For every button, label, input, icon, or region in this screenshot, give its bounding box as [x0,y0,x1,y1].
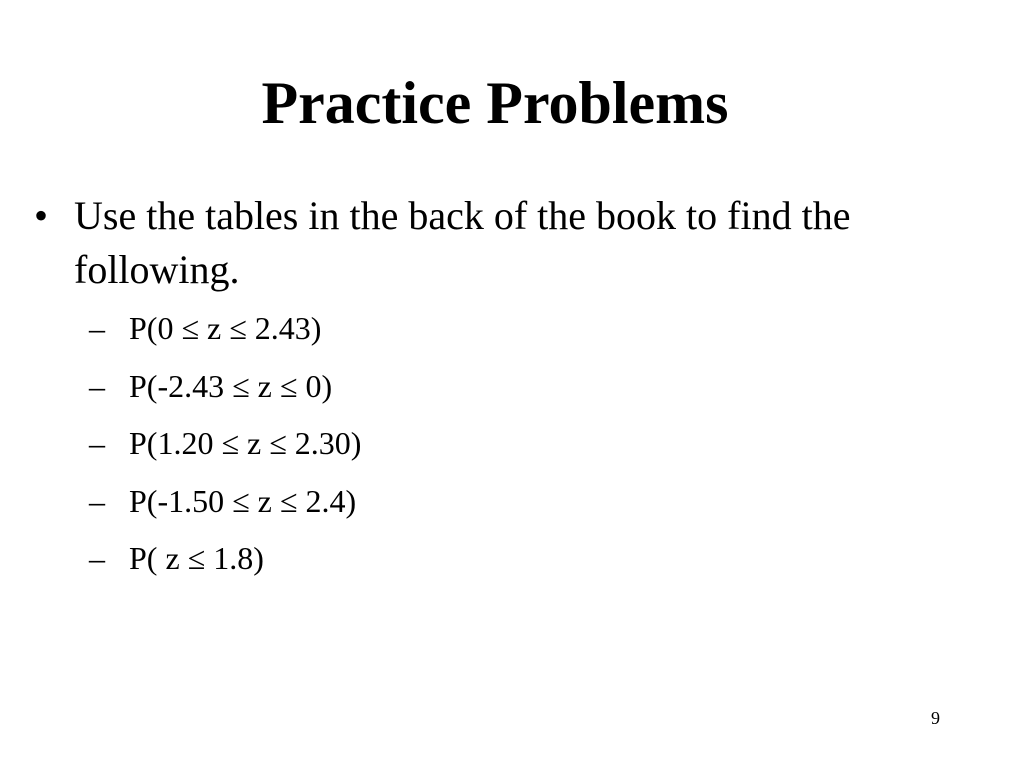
sub-bullet-marker: – [89,482,105,519]
bullet-text: Use the tables in the back of the book to find the following. [74,193,851,292]
sub-bullet-text: P(1.20 ≤ z ≤ 2.30) [129,425,362,461]
sub-bullet-text: P(0 ≤ z ≤ 2.43) [129,310,322,346]
sub-bullet-marker: – [89,367,105,404]
sub-bullet-text: P( z ≤ 1.8) [129,540,264,576]
sub-bullet-text: P(-2.43 ≤ z ≤ 0) [129,367,333,404]
sub-bullet-marker: – [89,425,105,461]
bullet-item [34,189,984,297]
sub-bullet-text: P(-1.50 ≤ z ≤ 2.4) [129,482,357,519]
sub-bullet-marker: – [89,310,105,346]
bullet-marker: • [34,193,49,238]
sub-bullet-marker: – [89,540,105,576]
page-number: 9 [931,708,940,728]
slide-title: Practice Problems [261,70,729,136]
